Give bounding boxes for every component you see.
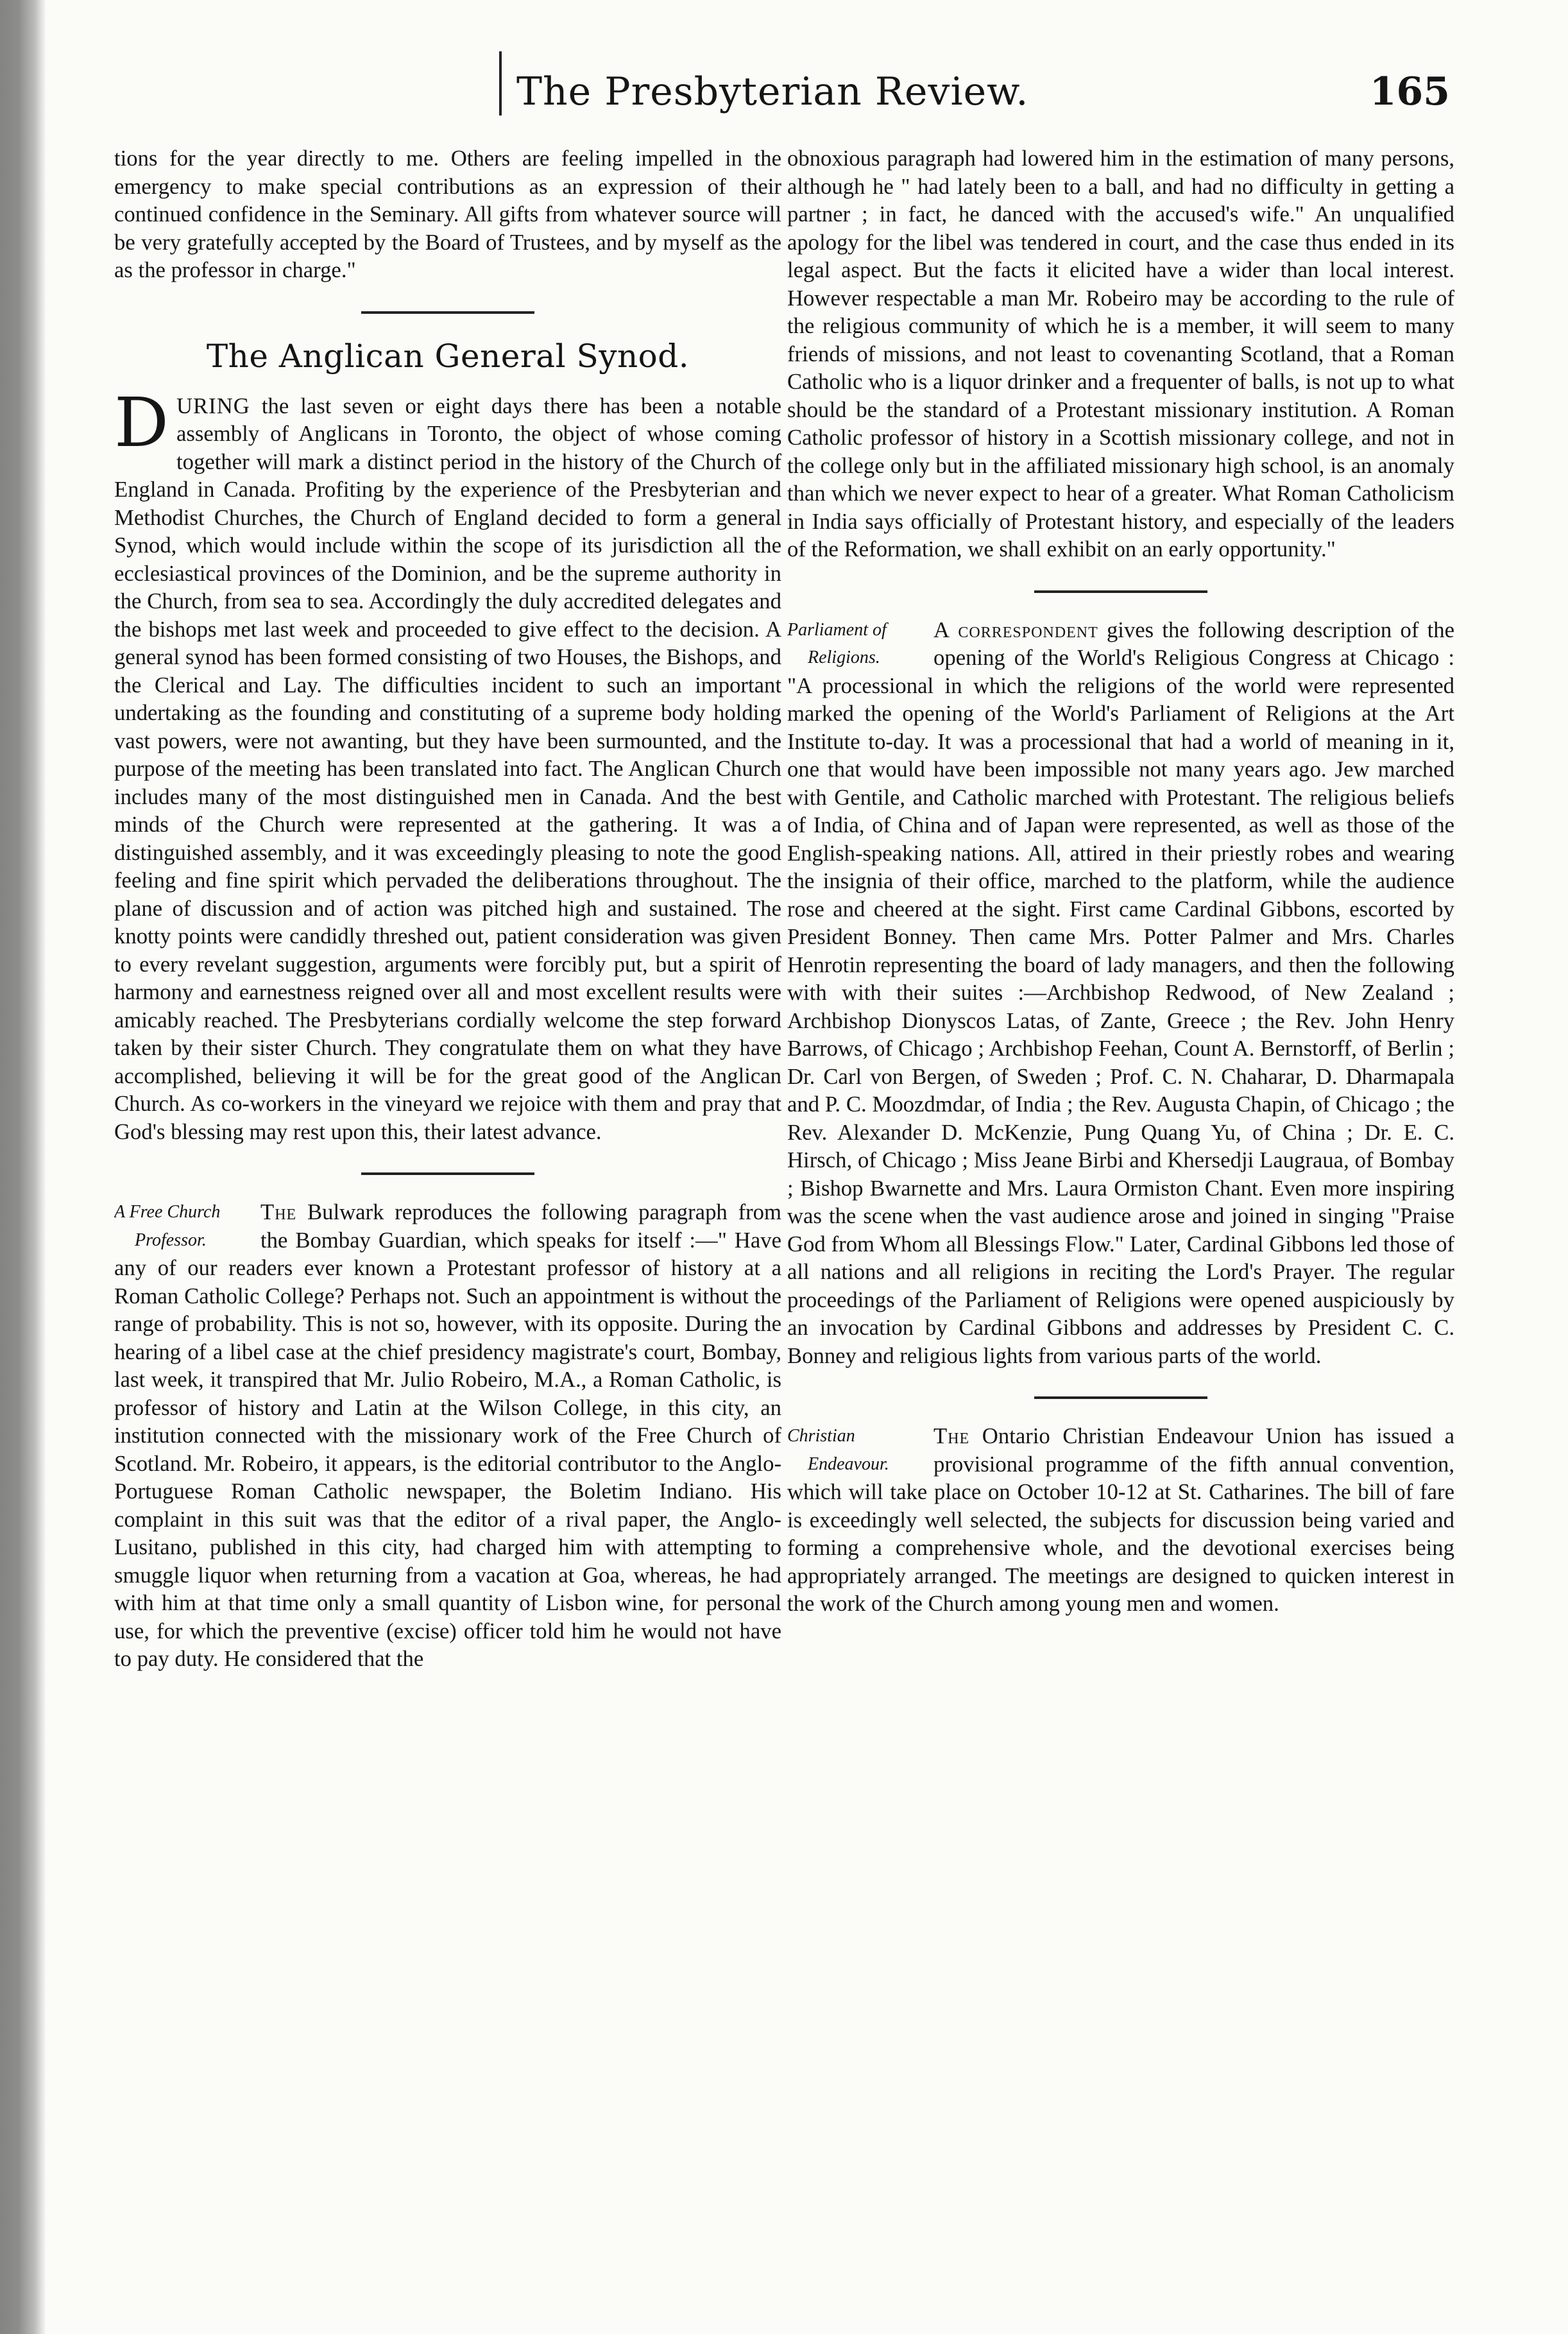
christian-body: Ontario Christian Endeavour Union has issued a provisional programme of the fifth annual convention, which will take place on October 10-12 at St. Catharines. The bill of fare is exceedingly well selected, the subjects for discussion being varied and forming a comprehensive whole, and the devotional exercises being appropriately arranged. The meetings are designed to quicken interest in the work of the Church among young men and women. (787, 1423, 1454, 1616)
sidehead-line: A Free Church (114, 1202, 221, 1222)
page-number: 165 (1369, 69, 1450, 114)
sidehead-line: Christian (787, 1426, 855, 1446)
sidehead-line: Parliament of (787, 619, 887, 640)
parliament-article (787, 616, 1454, 1370)
section-rule (361, 1172, 534, 1175)
section-rule (361, 311, 534, 314)
header-mark (499, 51, 502, 116)
parliament-lead: A correspondent (933, 617, 1098, 642)
drop-cap: D (114, 382, 169, 462)
synod-first-word: URING (176, 393, 250, 418)
synod-paragraph (114, 382, 781, 1146)
running-header (115, 69, 1450, 127)
intro-paragraph: tions for the year directly to me. Others are feeling impelled in the emergency to make special contributions as an expression of their continued confidence in the Seminary. All gifts from whatever source will be very gratefully accepted by the Board of Trustees, and by myself as the as the professor in charge." (114, 146, 781, 282)
synod-heading: The Anglican General Synod. (206, 337, 690, 375)
parliament-paragraph (787, 616, 1454, 1370)
freechurch-lead: The (260, 1199, 297, 1224)
continued-paragraph: obnoxious paragraph had lowered him in the estimation of many persons, although he " had lately been to a ball, and had no difficulty in getting a partner ; in fact, he danced with the accused's wife." An unqualified apology for the libel was tendered in court, and the case thus ended in its legal aspect. But the facts it elicited have a wider than local interest. However respectable a man Mr. Robeiro may be according to the rule of the religious community of which he is a member, it will seem to many friends of missions, and not least to covenanting Scotland, that a Roman Catholic who is a liquor drinker and a frequenter of balls, is not up to what should be the standard of a Protestant missionary institution. A Roman Catholic professor of history in a Scottish missionary college, and not in the college only but in the affiliated missionary high school, is an anomaly than which we never expect to hear of a greater. What Roman Catholicism in India says officially of Protestant history, and especially of the leaders of the Reformation, we shall exhibit on an early opportunity." (787, 146, 1454, 562)
sidehead-line: Endeavour. (808, 1454, 889, 1474)
freechurch-body: Bulwark reproduces the following paragraph from the Bombay Guardian, which speaks for itself :—" Have any of our readers ever known a Protestant professor of history at a Roman Catholic College? Perhaps not. Such an appointment is without the range of probability. This is not so, however, with its opposite. During the hearing of a libel case at the chief presidency magistrate's court, Bombay, last week, it transpired that Mr. Julio Robeiro, M.A., a Roman Catholic, is professor of history and Latin at the Wilson College, in this city, an institution connected with the missionary work of the Free Church of Scotland. Mr. Robeiro, it appears, is the editorial contributor to the Anglo-Portuguese Roman Catholic newspaper, the Boletim Indiano. His complaint in this suit was that the editor of a rival paper, the Anglo-Lusitano, published in this city, had charged him with attempting to smuggle liquor when returning from a vacation at Goa, whereas, he had with him at that time only a small quantity of Lisbon wine, for personal use, for which the preventive (excise) officer told him he would not have to pay duty. He considered that the (114, 1199, 781, 1671)
freechurch-paragraph (114, 1198, 781, 1673)
freechurch-sidehead (114, 1198, 249, 1254)
synod-body: the last seven or eight days there has been a notable assembly of Anglicans in Toronto, the object of whose coming together will mark a distinct period in the history of the Church of England in Canada. Profiting by the experience of the Presbyterian and Methodist Churches, the Church of England decided to form a general Synod, which would include within the scope of its jurisdiction all the ecclesiastical provinces of the Dominion, and be the supreme authority in the Church, from sea to sea. Accordingly the duly accredited delegates and the bishops met last week and proceeded to give effect to the decision. A general synod has been formed consisting of two Houses, the Bishops, and the Clerical and Lay. The difficulties incident to such an important undertaking as the founding and constituting of a supreme body holding vast powers, were not awanting, but they have been surmounted, and the purpose of the meeting has been translated into fact. The Anglican Church includes many of the most distinguished men in Canada. And the best minds of the Church were represented at the gathering. It was a distinguished assembly, and it was exceedingly pleasing to note the good feeling and fine spirit which pervaded the deliberations throughout. The plane of discussion and of action was pitched high and sustained. The knotty points were candidly threshed out, patient consideration was given to every revelant suggestion, arguments were forcibly put, but a spirit of harmony and earnestness reigned over all and most excellent results were amicably reached. The Presbyterians cordially welcome the step forward taken by their sister Church. They congratulate them on what they have accomplished, believing it will be for the great good of the Anglican Church. As co-workers in the vineyard we rejoice with them and pray that God's blessing may rest upon this, their latest advance. (114, 393, 781, 1144)
sidehead-line: Religions. (808, 648, 880, 667)
right-column (787, 144, 1454, 1618)
freechurch-article (114, 1198, 781, 1673)
binding-edge (0, 0, 46, 2334)
christian-sidehead (787, 1422, 922, 1478)
section-rule (1034, 590, 1207, 593)
journal-title: The Presbyterian Review. (516, 69, 1029, 114)
christian-article (787, 1422, 1454, 1618)
section-rule (1034, 1396, 1207, 1399)
parliament-sidehead (787, 616, 922, 672)
parliament-body: gives the following description of the opening of the World's Religious Congress at Chicago : "A processional in which the religions of the world were represented marked the opening of the World's Parliament of Religions at the Art Institute to-day. It was a processional that had a world of meaning in it, one that would have been impossible not many years ago. Jew marched with Gentile, and Catholic marched with Protestant. The religious beliefs of India, of China and of Japan were represented, as well as those of the English-speaking nations. All, attired in their priestly robes and wearing the insignia of their office, marched to the platform, while the audience rose and cheered at the sight. First came Cardinal Gibbons, escorted by President Bonney. Then came Mrs. Potter Palmer and Mrs. Charles Henrotin representing the board of lady managers, and then the following with with their suites :—Archbishop Redwood, of New Zealand ; Archbishop Dionyscos Latas, of Zante, Greece ; the Rev. John Henry Barrows, of Chicago ; Archbishop Feehan, Count A. Bernstorff, of Berlin ; Dr. Carl von Bergen, of Sweden ; Prof. C. N. Chaharar, D. Dharmapala and P. C. Moozdmdar, of India ; the Rev. Augusta Chapin, of Chicago ; the Rev. Alexander D. McKenzie, Pung Quang Yu, of China ; Dr. E. C. Hirsch, of Chicago ; Miss Jeane Birbi and Khersedji Laugraua, of Bombay ; Bishop Bwarnette and Mrs. Laura Ormiston Chant. Even more inspiring was the scene when the vast audience arose and joined in singing "Praise God from Whom all Blessings Flow." Later, Cardinal Gibbons led those of all nations and all religions in reciting the Lord's Prayer. The regular proceedings of the Parliament of Religions were opened auspiciously by an invocation by Cardinal Gibbons and addresses by President C. C. Bonney and religious lights from various parts of the world. (787, 617, 1454, 1368)
sidehead-line: Professor. (135, 1230, 207, 1250)
left-column (114, 144, 781, 1673)
christian-lead: The (933, 1423, 970, 1448)
